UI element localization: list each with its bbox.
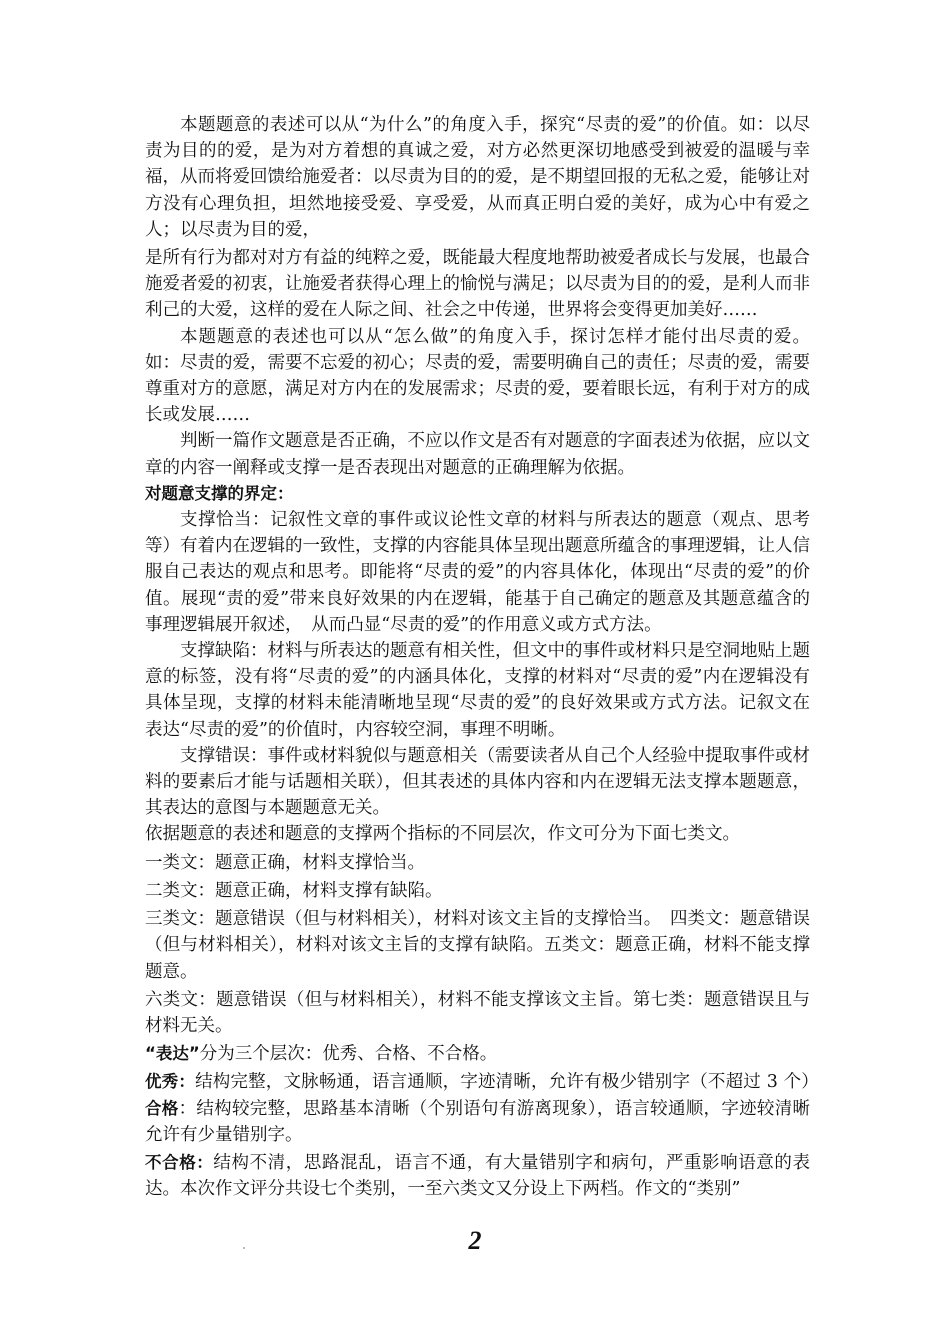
level-fail <box>145 1150 810 1202</box>
expression-label: “表达” <box>145 1044 200 1064</box>
expression-text: 分为三个层次：优秀、合格、不合格。 <box>199 1044 498 1065</box>
paragraph-support-defect: 支撑缺陷：材料与所表达的题意有相关性，但文中的事件或材料只是空洞地贴上题意的标签，没有将“尽责的爱”的内涵具体化，支撑的材料对“尽责的爱”内在逻辑没有具体呈现，支撑的材料未能清晰地呈现“尽责的爱”的良好效果或方式方法。记叙文在表达“尽责的爱”的价值时，内容较空洞，事理不明晰。 <box>145 641 810 740</box>
body-text <box>145 112 810 1202</box>
pass-label: 合格 <box>145 1098 179 1118</box>
page-number: 2 <box>468 1226 482 1255</box>
category-3-4-5: 三类文：题意错误（但与材料相关），材料对该文主旨的支撑恰当。 四类文：题意错误（但与材料相关），材料对该文主旨的支撑有缺陷。五类文：题意正确，材料不能支撑题意。 <box>145 909 810 982</box>
paragraph-support-proper: 支撑恰当：记叙性文章的事件或议论性文章的材料与所表达的题意（观点、思考等）有着内在逻辑的一致性，支撑的内容能具体呈现出题意所蕴含的事理逻辑，让人信服自己表达的观点和思考。即能将“尽责的爱”的内容具体化，体现出“尽责的爱”的价值。展现“责的爱”带来良好效果的内在逻辑，能基于自己确定的题意及其题意蕴含的事理逻辑展开叙述， 从而凸显“尽责的爱”的作用意义或方式方法。 <box>145 510 810 635</box>
category-1: 一类文：题意正确，材料支撑恰当。 <box>145 852 425 873</box>
paragraph-why: 本题题意的表述可以从“为什么”的角度入手，探究“尽责的爱”的价值。如：以尽责为目的的爱，是为对方着想的真诚之爱，对方必然更深切地感受到被爱的温暖与幸福，从而将爱回馈给施爱者：以尽责为目的的爱，是不期望回报的无私之爱，能够让对方没有心理负担，坦然地接受爱、享受爱，从而真正明白爱的美好，成为心中有爱之人；以尽责为目的爱， <box>145 115 810 240</box>
paragraph-how: 本题题意的表述也可以从“怎么做”的角度入手，探讨怎样才能付出尽责的爱。如：尽责的爱，需要不忘爱的初心；尽责的爱，需要明确自己的责任；尽责的爱，需要尊重对方的意愿，满足对方内在的发展需求；尽责的爱，要着眼长远，有利于对方的成长或发展…… <box>145 326 810 426</box>
paragraph-categories-intro: 依据题意的表述和题意的支撑两个指标的不同层次，作文可分为下面七类文。 <box>145 824 740 845</box>
paragraph-support-wrong: 支撑错误：事件或材料貌似与题意相关（需要读者从自己个人经验中提取事件或材料的要素后才能与话题相关联），但其表述的具体内容和内在逻辑无法支撑本题题意，其表达的意图与本题题意无关。 <box>145 745 810 819</box>
heading-support-text: 对题意支撑的界定： <box>145 483 294 503</box>
expression-levels <box>145 1041 810 1067</box>
excellent-label: 优秀： <box>145 1072 196 1092</box>
decorative-dot <box>243 1247 245 1249</box>
heading-support <box>145 481 810 507</box>
level-excellent-pass <box>145 1069 810 1148</box>
fail-text: 结构不清，思路混乱，语言不通，有大量错别字和病句，严重影响语意的表达。本次作文评分共设七个类别，一至六类文又分设上下两档。作文的“类别” <box>145 1152 810 1200</box>
category-2: 二类文：题意正确，材料支撑有缺陷。 <box>145 880 443 901</box>
paragraph-judgement: 判断一篇作文题意是否正确，不应以作文是否有对题意的字面表述为依据，应以文章的内容一阐释或支撑一是否表现出对题意的正确理解为依据。 <box>145 431 810 478</box>
pass-text: ：结构较完整，思路基本清晰（个别语句有游离现象），语言较通顺，字迹较清晰允许有少量错别字。 <box>145 1098 811 1145</box>
excellent-text: 结构完整，文脉畅通，语言通顺，字迹清晰，允许有极少错别字（不超过 3 个） <box>195 1072 811 1093</box>
fail-label: 不合格： <box>145 1152 214 1172</box>
paragraph-why-cont: 是所有行为都对对方有益的纯粹之爱，既能最大程度地帮助被爱者成长与发展，也最合施爱者爱的初衷，让施爱者获得心理上的愉悦与满足；以尽责为目的的爱，是利人而非利己的大爱，这样的爱在人际之间、社会之中传递，世界将会变得更加美好…… <box>145 248 810 321</box>
category-6-7: 六类文：题意错误（但与材料相关），材料不能支撑该文主旨。第七类：题意错误且与材料无关。 <box>145 989 810 1036</box>
